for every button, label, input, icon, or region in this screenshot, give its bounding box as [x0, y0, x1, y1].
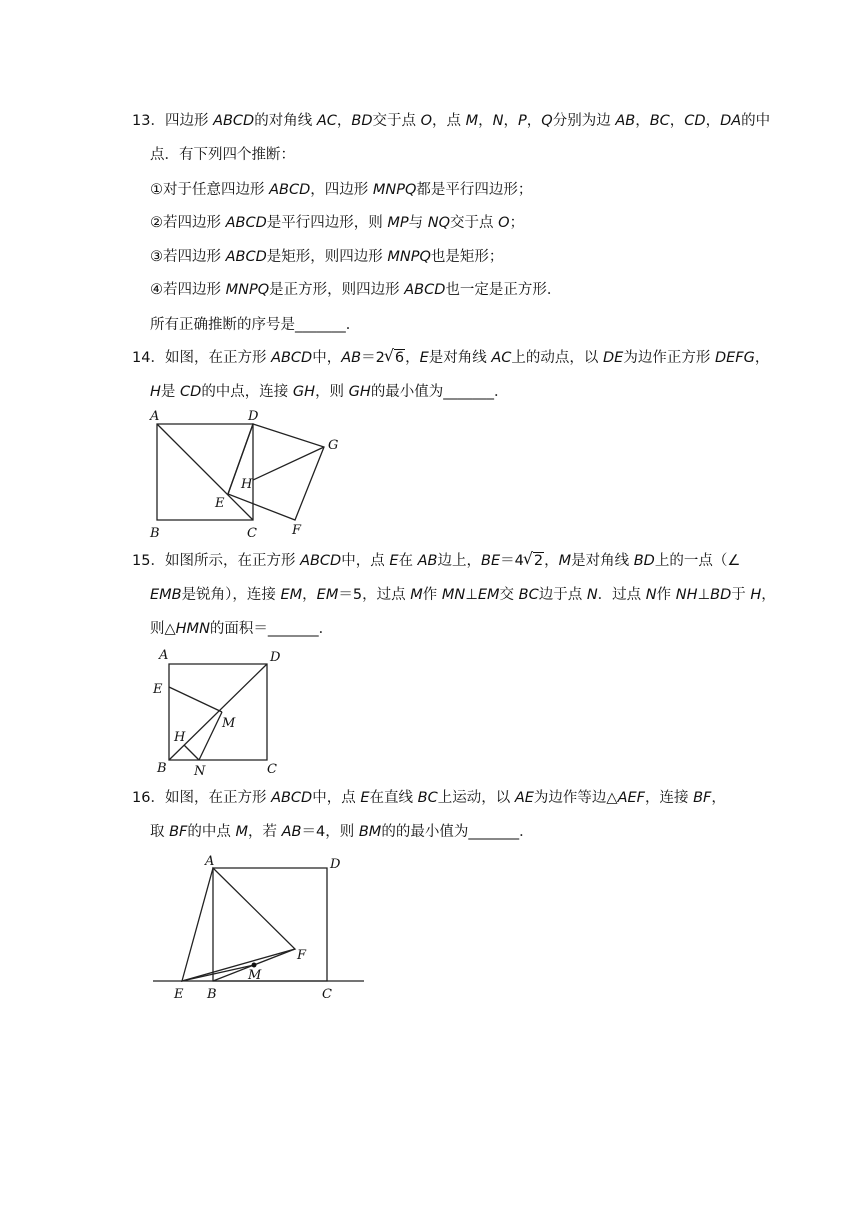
q13-answer-prompt — [150, 316, 360, 334]
text-run: 是平行四边形，则 — [266, 215, 388, 231]
math-variable: N — [645, 587, 657, 603]
math-variable: H — [750, 587, 762, 603]
q14-label-g: G — [328, 438, 339, 453]
math-variable: NH — [675, 587, 698, 603]
q16-label-a: A — [205, 854, 215, 869]
text-run: 与 — [408, 215, 428, 231]
math-variable: M — [410, 587, 423, 603]
math-variable: AB — [341, 350, 362, 366]
text-run: ， — [635, 113, 650, 129]
q14-label-d: D — [248, 409, 259, 424]
text-run: 也一定是正方形． — [445, 282, 562, 298]
text-run: 都是平行四边形； — [416, 182, 533, 198]
q14-line-2 — [150, 383, 509, 401]
text-run: 边于点 — [538, 587, 587, 603]
text-run: ④若四边形 — [150, 282, 226, 298]
math-variable: MN — [441, 587, 466, 603]
text-run: 中，点 — [341, 553, 390, 569]
math-variable: AB — [417, 553, 438, 569]
text-run: 中，点 — [312, 790, 361, 806]
text-run: ， — [669, 113, 685, 129]
text-run: 交于点 — [372, 113, 421, 129]
text-run: 作 — [422, 587, 442, 603]
text-run: ，四边形 — [310, 182, 373, 198]
q13-statement-2 — [150, 214, 524, 232]
text-run: 的中点 — [187, 824, 236, 840]
q15-label-e: E — [153, 682, 163, 697]
text-run: 16．如图，在正方形 — [132, 790, 272, 806]
text-run: 的中点，连接 — [201, 384, 293, 400]
text-run: ， — [405, 350, 420, 366]
math-variable: BM — [358, 824, 382, 840]
q16-label-c: C — [322, 987, 332, 1002]
q16-label-e: E — [174, 987, 184, 1002]
text-run: ，则 — [315, 384, 349, 400]
math-variable: ABCD — [269, 182, 311, 198]
q14-label-e: E — [215, 496, 225, 511]
q16-line-1 — [132, 789, 726, 807]
q16-label-m: M — [248, 968, 262, 983]
math-variable: BD — [633, 553, 655, 569]
text-run: ， — [754, 350, 770, 366]
q16-figure — [150, 848, 370, 1008]
math-variable: M — [465, 113, 479, 129]
math-variable: GH — [292, 384, 316, 400]
text-run: ＝4，则 — [301, 824, 359, 840]
math-variable: NQ — [427, 215, 451, 231]
math-variable: ABCD — [225, 215, 267, 231]
text-run: 上运动，以 — [437, 790, 515, 806]
math-variable: BE — [481, 553, 501, 569]
math-variable: ABCD — [271, 350, 313, 366]
q16-triangle-aef — [182, 868, 295, 981]
math-variable: GH — [348, 384, 371, 400]
radicand: 2 — [533, 553, 544, 569]
text-run: ，连接 — [644, 790, 694, 806]
text-run: 的中 — [741, 113, 771, 129]
text-run: ．过点 — [597, 587, 646, 603]
text-run: 是对角线 — [428, 350, 492, 366]
q15-label-b: B — [157, 761, 167, 776]
math-variable: DE — [603, 350, 624, 366]
text-run: ， — [705, 113, 721, 129]
text-run: 是正方形，则四边形 — [269, 282, 405, 298]
q16-label-d: D — [330, 857, 341, 872]
text-run: 的最小值为_______． — [370, 384, 509, 400]
math-variable: E — [389, 553, 399, 569]
math-variable: MNPQ — [225, 282, 270, 298]
text-run: 作 — [656, 587, 676, 603]
text-run: 交于点 — [450, 215, 499, 231]
text-run: 交 — [499, 587, 519, 603]
text-run: ， — [478, 113, 493, 129]
math-variable: EM — [280, 587, 303, 603]
text-run: 则△ — [150, 621, 176, 637]
q13-statement-1 — [150, 181, 532, 199]
text-run: ； — [509, 215, 525, 231]
q13-statement-4 — [150, 281, 561, 299]
sqrt-expression — [524, 552, 544, 570]
math-variable: BF — [169, 824, 188, 840]
q15-label-a: A — [159, 648, 169, 663]
math-variable: AEF — [617, 790, 645, 806]
text-run: ＝5，过点 — [338, 587, 411, 603]
math-variable: ABCD — [404, 282, 446, 298]
text-run: 是 — [160, 384, 181, 400]
text-run: 边上， — [437, 553, 481, 569]
q14-line-1 — [132, 349, 769, 367]
math-variable: BF — [693, 790, 712, 806]
math-variable: AB — [615, 113, 636, 129]
q14-label-h: H — [241, 477, 253, 492]
math-variable: MP — [387, 215, 409, 231]
text-run: 14．如图，在正方形 — [132, 350, 272, 366]
math-variable: AC — [491, 350, 512, 366]
q16-line-2 — [150, 823, 534, 841]
text-run: 于 — [731, 587, 751, 603]
math-variable: N — [586, 587, 598, 603]
math-variable: MNPQ — [372, 182, 417, 198]
text-run: 13．四边形 — [132, 113, 214, 129]
text-run: ②若四边形 — [150, 215, 226, 231]
text-run: 点．有下列四个推断： — [150, 147, 295, 163]
text-run: 上的动点，以 — [511, 350, 604, 366]
math-variable: P — [518, 113, 527, 129]
math-variable: AB — [281, 824, 302, 840]
q15-segment-nh — [184, 745, 199, 760]
text-run: 上的一点（∠ — [654, 553, 741, 569]
text-run: 也是矩形； — [430, 249, 504, 265]
q15-label-c: C — [267, 762, 277, 777]
radicand: 6 — [394, 350, 405, 366]
math-variable: H — [150, 384, 161, 400]
math-variable: HMN — [175, 621, 210, 637]
text-run: ⊥ — [465, 587, 478, 603]
q15-label-d: D — [270, 650, 281, 665]
q15-figure — [150, 645, 290, 780]
q15-line-3 — [150, 620, 333, 638]
q14-label-c: C — [247, 526, 257, 541]
text-run: 是矩形，则四边形 — [266, 249, 388, 265]
text-run: ， — [526, 113, 542, 129]
q15-line-2 — [150, 586, 776, 604]
math-variable: DEFG — [714, 350, 755, 366]
text-run: 是锐角），连接 — [181, 587, 281, 603]
text-run: 中， — [312, 350, 342, 366]
math-variable: ABCD — [225, 249, 267, 265]
text-run: 在直线 — [369, 790, 418, 806]
text-run: ①对于任意四边形 — [150, 182, 270, 198]
math-variable: BD — [351, 113, 373, 129]
math-variable: EM — [477, 587, 500, 603]
math-variable: CD — [684, 113, 706, 129]
math-variable: BC — [649, 113, 670, 129]
math-variable: ABCD — [213, 113, 255, 129]
math-variable: O — [420, 113, 433, 129]
math-variable: CD — [180, 384, 202, 400]
q16-label-b: B — [207, 987, 217, 1002]
text-run: ＝4 — [500, 553, 524, 569]
q13-statement-3 — [150, 248, 503, 266]
text-run: ， — [302, 587, 317, 603]
text-run: ， — [503, 113, 519, 129]
q16-point-m — [252, 963, 257, 968]
math-variable: O — [498, 215, 510, 231]
text-run: 为边作正方形 — [623, 350, 715, 366]
q14-label-a: A — [150, 409, 160, 424]
q16-label-f: F — [297, 948, 307, 963]
math-variable: N — [492, 113, 504, 129]
q14-figure — [140, 400, 360, 545]
q15-label-n: N — [194, 764, 206, 779]
q15-segment-em — [169, 687, 222, 712]
text-run: ， — [761, 587, 776, 603]
math-variable: AE — [514, 790, 534, 806]
q14-label-f: F — [292, 523, 302, 538]
math-variable: DA — [720, 113, 742, 129]
math-variable: ABCD — [300, 553, 342, 569]
q13-line-1 — [132, 112, 770, 130]
q14-label-b: B — [150, 526, 160, 541]
text-run: 分别为边 — [552, 113, 616, 129]
math-variable: EM — [316, 587, 339, 603]
math-variable: M — [235, 824, 249, 840]
text-run: 15．如图所示，在正方形 — [132, 553, 301, 569]
text-run: 取 — [150, 824, 170, 840]
q15-label-h: H — [174, 730, 186, 745]
text-run: ，若 — [248, 824, 282, 840]
text-run: ⊥ — [697, 587, 711, 603]
text-run: ③若四边形 — [150, 249, 226, 265]
math-variable: AC — [316, 113, 337, 129]
text-run: ， — [336, 113, 352, 129]
text-run: ， — [711, 790, 726, 806]
text-run: 在 — [398, 553, 418, 569]
text-run: 的面积＝_______． — [209, 621, 334, 637]
math-variable: BC — [417, 790, 438, 806]
text-run: 所有正确推断的序号是_______． — [150, 317, 361, 333]
q14-square-defg — [228, 424, 324, 520]
math-variable: BD — [710, 587, 732, 603]
text-run: ， — [544, 553, 559, 569]
math-variable: Q — [541, 113, 553, 129]
q14-diagonal-ac — [157, 424, 253, 520]
math-variable: ABCD — [271, 790, 313, 806]
math-variable: M — [558, 553, 572, 569]
text-run: 的对角线 — [254, 113, 317, 129]
math-variable: EMB — [150, 587, 182, 603]
q15-label-m: M — [222, 716, 236, 731]
q15-line-1 — [132, 552, 740, 570]
math-variable: E — [419, 350, 429, 366]
text-run: 为边作等边△ — [533, 790, 618, 806]
text-run: 的的最小值为_______． — [381, 824, 534, 840]
text-run: ，点 — [432, 113, 466, 129]
math-variable: E — [360, 790, 370, 806]
text-run: ＝2 — [361, 350, 385, 366]
math-variable: MNPQ — [387, 249, 431, 265]
sqrt-expression — [385, 349, 405, 367]
q13-line-2 — [150, 146, 295, 164]
text-run: 是对角线 — [571, 553, 634, 569]
math-variable: BC — [518, 587, 539, 603]
